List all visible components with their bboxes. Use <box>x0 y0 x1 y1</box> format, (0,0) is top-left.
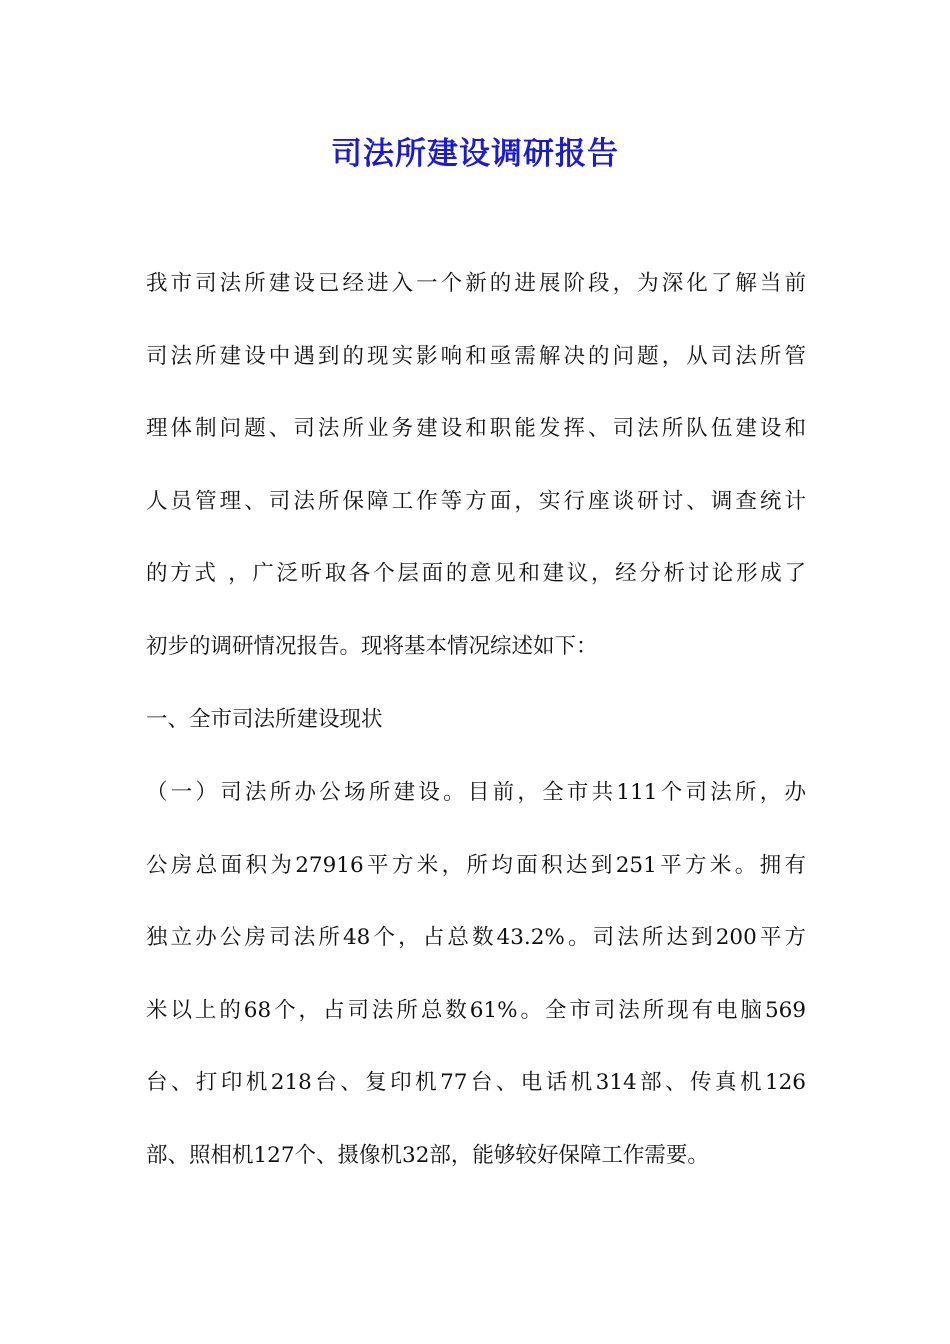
paragraph-line: 台、打印机218台、复印机77台、电话机314部、传真机126 <box>146 1070 806 1096</box>
paragraph-line: （一）司法所办公场所建设。目前，全市共111个司法所，办 <box>146 780 806 805</box>
paragraph-line: 公房总面积为27916平方米，所均面积达到251平方米。拥有 <box>146 852 806 878</box>
intro-paragraph <box>146 248 806 684</box>
section-heading <box>146 684 806 757</box>
paragraph-line: 理体制问题、司法所业务建设和职能发挥、司法所队伍建设和 <box>146 416 806 442</box>
paragraph-line: 的方式 ，广泛听取各个层面的意见和建议，经分析讨论形成了 <box>146 561 806 587</box>
paragraph-line: 人员管理、司法所保障工作等方面，实行座谈研讨、调查统计 <box>146 488 806 514</box>
paragraph-line: 司法所建设中遇到的现实影响和亟需解决的问题，从司法所管 <box>146 343 806 369</box>
paragraph-line: 米以上的68个，占司法所总数61%。全市司法所现有电脑569 <box>146 997 806 1023</box>
paragraph-line: 部、照相机127个、摄像机32部，能够较好保障工作需要。 <box>146 1142 709 1168</box>
document-title: 司法所建设调研报告 <box>331 136 619 172</box>
section-heading-text: 一、全市司法所建设现状 <box>146 707 383 732</box>
paragraph-line: 初步的调研情况报告。现将基本情况综述如下： <box>146 633 598 659</box>
paragraph-line: 我市司法所建设已经进入一个新的进展阶段，为深化了解当前 <box>146 271 806 296</box>
paragraph-line: 独立办公房司法所48个，占总数43.2%。司法所达到200平方 <box>146 925 806 951</box>
subsection-paragraph <box>146 757 806 1193</box>
